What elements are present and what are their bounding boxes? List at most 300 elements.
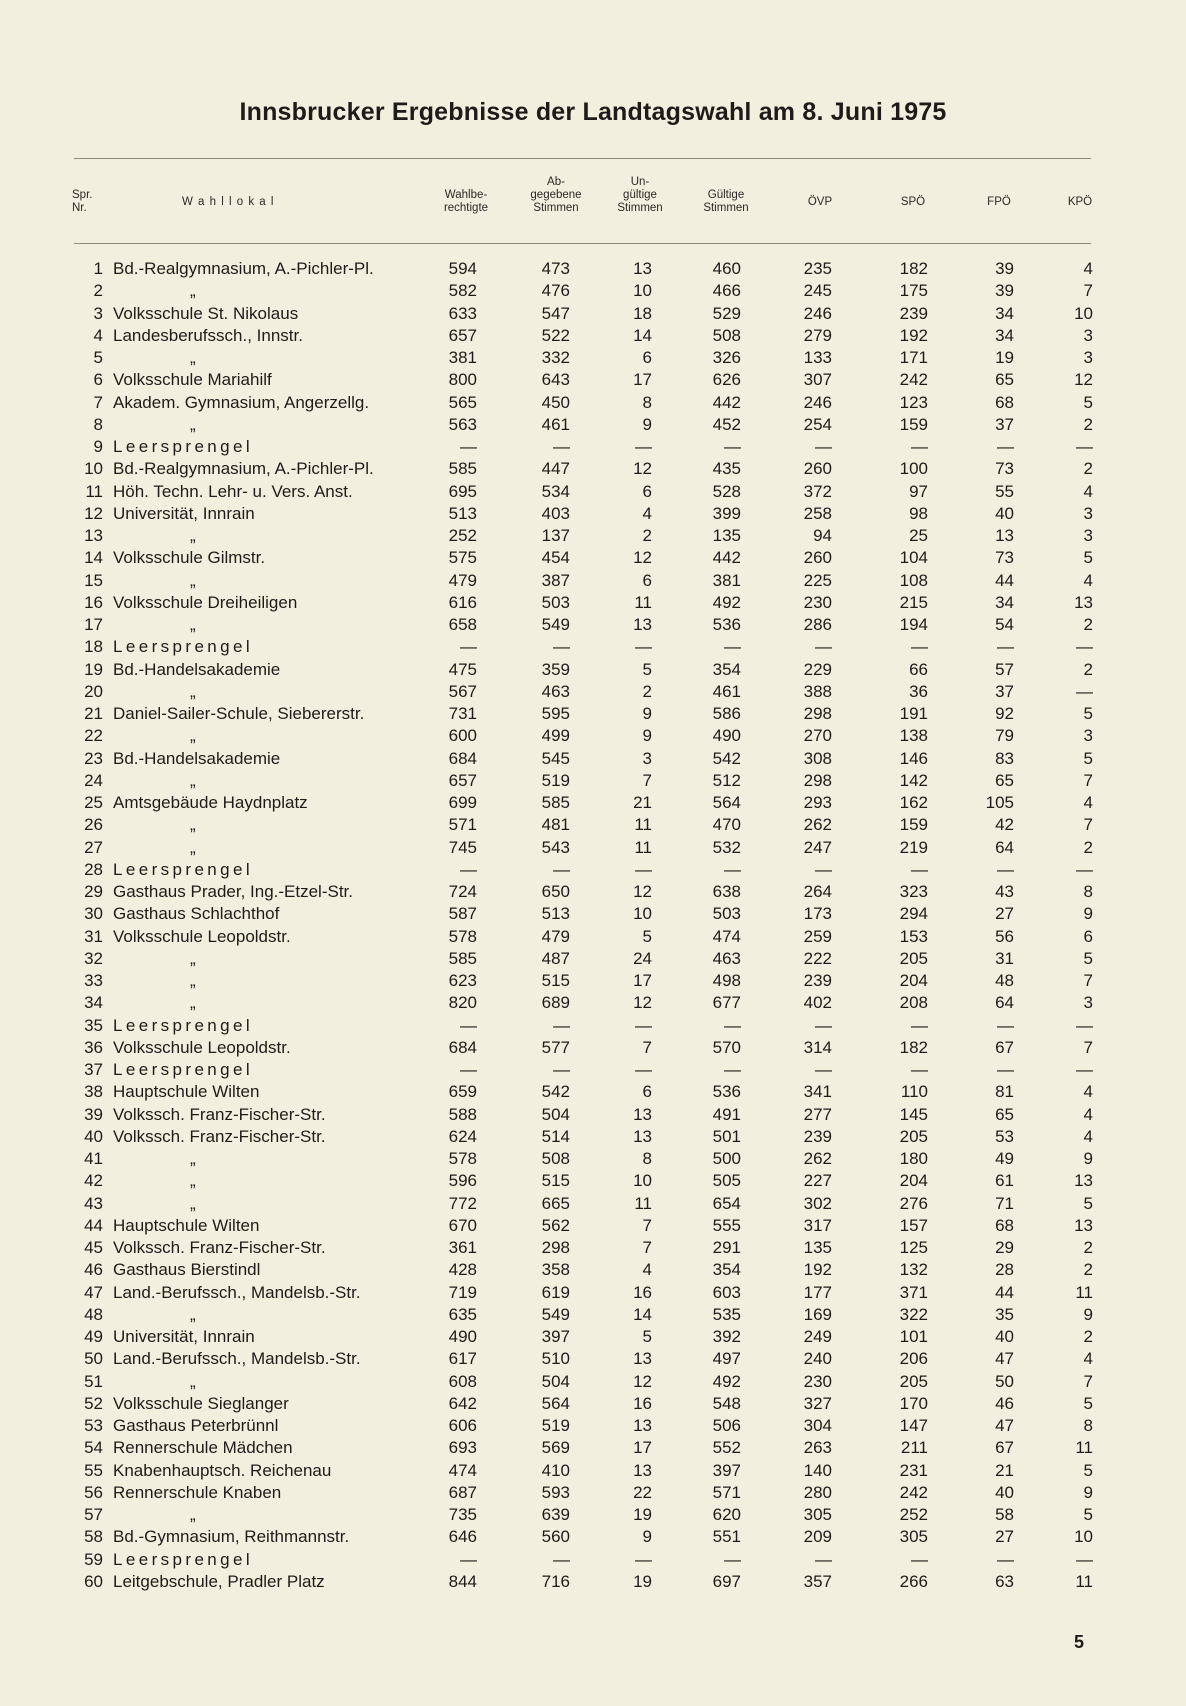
table-row xyxy=(0,369,1186,391)
cell-abgegebene-stimmen: — xyxy=(553,1015,570,1035)
cell-oevp: 222 xyxy=(803,948,832,968)
cell-abgegebene-stimmen: 560 xyxy=(541,1527,570,1547)
table-row xyxy=(0,1193,1186,1215)
cell-gueltige-stimmen: — xyxy=(724,859,741,879)
table-row xyxy=(0,1081,1186,1103)
cell-spoe: 101 xyxy=(899,1327,928,1346)
cell-fpoe: 27 xyxy=(995,1527,1014,1547)
table-row xyxy=(0,1526,1186,1548)
cell-fpoe: 105 xyxy=(985,793,1014,812)
cell-wahllokal: Rennerschule Mädchen xyxy=(113,1438,293,1458)
cell-wahlberechtigte: 635 xyxy=(448,1304,477,1324)
cell-gueltige-stimmen: 536 xyxy=(712,615,741,634)
cell-spr-nr: 18 xyxy=(84,637,103,657)
cell-oevp: 240 xyxy=(803,1349,832,1369)
cell-ungueltige-stimmen: 11 xyxy=(634,837,652,857)
cell-oevp: 94 xyxy=(813,526,832,545)
cell-spoe: 305 xyxy=(899,1527,928,1547)
cell-fpoe: 40 xyxy=(995,1482,1014,1502)
cell-kpoe: — xyxy=(1076,1549,1093,1569)
cell-wahllokal: Bd.-Handelsakademie xyxy=(113,748,281,768)
cell-wahlberechtigte: 578 xyxy=(448,926,477,946)
cell-wahlberechtigte: — xyxy=(460,437,477,456)
cell-spr-nr: 50 xyxy=(84,1349,103,1369)
cell-gueltige-stimmen: 532 xyxy=(712,837,741,857)
cell-abgegebene-stimmen: 397 xyxy=(541,1327,570,1346)
cell-oevp: 135 xyxy=(803,1238,832,1257)
cell-spr-nr: 17 xyxy=(84,615,103,634)
cell-oevp: 341 xyxy=(803,1082,832,1102)
cell-spoe: 147 xyxy=(899,1416,928,1435)
cell-wahlberechtigte: 252 xyxy=(448,526,477,545)
cell-ungueltige-stimmen: 4 xyxy=(642,503,652,523)
cell-spr-nr: 21 xyxy=(84,704,103,723)
cell-oevp: 402 xyxy=(803,993,832,1013)
cell-kpoe: 2 xyxy=(1083,1238,1093,1257)
cell-wahllokal: „ xyxy=(190,526,196,545)
cell-abgegebene-stimmen: 593 xyxy=(541,1482,570,1502)
cell-ungueltige-stimmen: 7 xyxy=(642,1037,652,1057)
cell-spr-nr: 31 xyxy=(84,926,103,946)
cell-abgegebene-stimmen: 547 xyxy=(541,303,570,323)
cell-fpoe: 39 xyxy=(995,281,1014,301)
cell-wahllokal: „ xyxy=(190,348,196,367)
cell-kpoe: 2 xyxy=(1083,837,1093,857)
cell-spr-nr: 7 xyxy=(93,392,103,412)
cell-abgegebene-stimmen: 504 xyxy=(541,1104,570,1124)
cell-ungueltige-stimmen: 3 xyxy=(642,748,652,768)
table-row xyxy=(0,792,1186,814)
cell-abgegebene-stimmen: 403 xyxy=(541,503,570,523)
cell-gueltige-stimmen: 497 xyxy=(712,1349,741,1369)
cell-spr-nr: 25 xyxy=(84,793,103,812)
cell-fpoe: 64 xyxy=(995,993,1014,1013)
cell-gueltige-stimmen: 135 xyxy=(712,526,741,545)
cell-kpoe: 11 xyxy=(1075,1438,1093,1458)
cell-fpoe: 67 xyxy=(995,1438,1014,1458)
cell-kpoe: 4 xyxy=(1083,481,1093,501)
table-row xyxy=(0,1415,1186,1437)
table-row xyxy=(0,392,1186,414)
cell-wahlberechtigte: 695 xyxy=(448,481,477,501)
cell-gueltige-stimmen: 512 xyxy=(712,770,741,790)
cell-kpoe: 4 xyxy=(1083,793,1093,812)
cell-kpoe: 5 xyxy=(1083,704,1093,723)
header-ungueltige xyxy=(605,176,675,215)
cell-oevp: 302 xyxy=(803,1193,832,1213)
cell-spoe: 182 xyxy=(899,1037,928,1057)
cell-abgegebene-stimmen: 481 xyxy=(541,815,570,835)
cell-wahlberechtigte: 616 xyxy=(448,592,477,612)
table-row xyxy=(0,503,1186,525)
cell-kpoe: 5 xyxy=(1083,1393,1093,1413)
cell-ungueltige-stimmen: 10 xyxy=(633,1171,652,1191)
cell-kpoe: — xyxy=(1076,437,1093,456)
cell-spoe: 159 xyxy=(899,815,928,835)
cell-ungueltige-stimmen: 17 xyxy=(633,1438,652,1458)
cell-spoe: 276 xyxy=(899,1193,928,1213)
cell-wahlberechtigte: 731 xyxy=(448,704,477,723)
cell-fpoe: 21 xyxy=(995,1460,1014,1480)
cell-spoe: 110 xyxy=(900,1082,928,1102)
cell-wahlberechtigte: 582 xyxy=(448,281,477,301)
cell-ungueltige-stimmen: 7 xyxy=(642,1215,652,1235)
cell-spr-nr: 39 xyxy=(84,1104,103,1124)
cell-spr-nr: 44 xyxy=(84,1215,103,1235)
cell-oevp: — xyxy=(815,859,832,879)
cell-gueltige-stimmen: 536 xyxy=(712,1082,741,1102)
header-spoe: SPÖ xyxy=(900,196,926,208)
cell-spoe: 100 xyxy=(899,459,928,479)
cell-ungueltige-stimmen: 13 xyxy=(633,1349,652,1369)
cell-gueltige-stimmen: 697 xyxy=(712,1571,741,1591)
cell-wahllokal: Volksschule Leopoldstr. xyxy=(113,1037,291,1057)
cell-spoe: 371 xyxy=(899,1282,928,1302)
cell-spoe: 25 xyxy=(909,526,928,545)
cell-ungueltige-stimmen: 17 xyxy=(633,971,652,990)
cell-fpoe: 34 xyxy=(995,592,1014,612)
cell-fpoe: 47 xyxy=(995,1349,1014,1369)
cell-gueltige-stimmen: 498 xyxy=(712,971,741,990)
cell-wahlberechtigte: 567 xyxy=(448,681,477,701)
cell-abgegebene-stimmen: 549 xyxy=(541,615,570,634)
cell-kpoe: 10 xyxy=(1074,1527,1093,1547)
cell-wahllokal: Knabenhauptsch. Reichenau xyxy=(113,1460,332,1480)
cell-ungueltige-stimmen: — xyxy=(635,859,652,879)
cell-wahlberechtigte: 772 xyxy=(448,1193,477,1213)
cell-oevp: — xyxy=(815,637,832,657)
cell-abgegebene-stimmen: — xyxy=(553,859,570,879)
header-bottom-rule xyxy=(74,243,1091,244)
cell-abgegebene-stimmen: 479 xyxy=(541,926,570,946)
cell-kpoe: 5 xyxy=(1083,1460,1093,1480)
cell-fpoe: 68 xyxy=(995,1215,1014,1235)
cell-ungueltige-stimmen: 6 xyxy=(642,1082,652,1102)
cell-wahlberechtigte: 617 xyxy=(448,1349,477,1369)
cell-ungueltige-stimmen: 7 xyxy=(642,1238,652,1257)
cell-wahllokal: Volksschule Gilmstr. xyxy=(113,548,266,568)
cell-kpoe: 2 xyxy=(1083,414,1093,434)
cell-oevp: 277 xyxy=(803,1104,832,1124)
cell-spoe: 182 xyxy=(899,259,928,278)
table-row xyxy=(0,814,1186,836)
cell-fpoe: 81 xyxy=(995,1082,1014,1102)
cell-spr-nr: 59 xyxy=(84,1549,103,1569)
cell-fpoe: — xyxy=(997,637,1014,657)
cell-wahlberechtigte: 585 xyxy=(448,459,477,479)
cell-fpoe: 53 xyxy=(995,1126,1014,1146)
cell-kpoe: 4 xyxy=(1083,1104,1093,1124)
cell-wahlberechtigte: 735 xyxy=(448,1505,477,1524)
cell-oevp: 246 xyxy=(803,392,832,412)
cell-spr-nr: 28 xyxy=(84,859,103,879)
cell-gueltige-stimmen: 470 xyxy=(712,815,741,835)
cell-wahlberechtigte: 623 xyxy=(448,971,477,990)
cell-spoe: 242 xyxy=(899,1482,928,1502)
cell-oevp: 229 xyxy=(803,659,832,679)
cell-wahllokal: „ xyxy=(190,1193,196,1213)
cell-wahllokal: Universität, Innrain xyxy=(113,1327,255,1346)
cell-wahllokal: „ xyxy=(190,770,196,790)
cell-wahlberechtigte: 687 xyxy=(448,1482,477,1502)
cell-wahlberechtigte: 633 xyxy=(448,303,477,323)
cell-gueltige-stimmen: 654 xyxy=(712,1193,741,1213)
cell-spoe: 266 xyxy=(899,1571,928,1591)
cell-spr-nr: 6 xyxy=(93,370,103,390)
cell-gueltige-stimmen: — xyxy=(724,437,741,456)
table-row xyxy=(0,614,1186,636)
cell-spr-nr: 58 xyxy=(84,1527,103,1547)
cell-kpoe: 5 xyxy=(1083,948,1093,968)
cell-ungueltige-stimmen: 9 xyxy=(642,704,652,723)
cell-fpoe: — xyxy=(997,859,1014,879)
cell-ungueltige-stimmen: 4 xyxy=(642,1260,652,1280)
cell-kpoe: 5 xyxy=(1083,1193,1093,1213)
cell-spoe: 125 xyxy=(899,1238,928,1257)
cell-spoe: 204 xyxy=(899,1171,928,1191)
cell-wahllokal: Gasthaus Prader, Ing.-Etzel-Str. xyxy=(113,882,354,901)
cell-oevp: 293 xyxy=(803,793,832,812)
cell-ungueltige-stimmen: 13 xyxy=(633,615,652,634)
header-line: Wahlbe- xyxy=(444,189,488,201)
cell-wahllokal: Akadem. Gymnasium, Angerzellg. xyxy=(113,392,370,412)
cell-spr-nr: 32 xyxy=(84,948,103,968)
cell-wahlberechtigte: 820 xyxy=(448,993,477,1013)
cell-gueltige-stimmen: 620 xyxy=(712,1505,741,1524)
cell-fpoe: 71 xyxy=(995,1193,1014,1213)
cell-wahllokal: Bd.-Realgymnasium, A.-Pichler-Pl. xyxy=(113,259,374,278)
table-row xyxy=(0,681,1186,703)
cell-ungueltige-stimmen: 2 xyxy=(642,681,652,701)
cell-oevp: 327 xyxy=(803,1393,832,1413)
cell-spr-nr: 19 xyxy=(84,659,103,679)
cell-wahlberechtigte: 844 xyxy=(448,1571,477,1591)
cell-kpoe: 13 xyxy=(1074,1215,1093,1235)
table-row xyxy=(0,280,1186,302)
cell-fpoe: 40 xyxy=(995,1327,1014,1346)
cell-wahlberechtigte: 657 xyxy=(448,770,477,790)
cell-wahllokal: Leersprengel xyxy=(113,1060,254,1079)
cell-wahllokal: Hauptschule Wilten xyxy=(113,1082,260,1102)
cell-fpoe: — xyxy=(997,437,1014,456)
cell-wahllokal: „ xyxy=(190,615,196,634)
cell-spoe: 192 xyxy=(899,325,928,345)
table-row xyxy=(0,948,1186,970)
cell-spr-nr: 15 xyxy=(84,570,103,590)
cell-oevp: 169 xyxy=(803,1304,832,1324)
table-row xyxy=(0,1504,1186,1526)
cell-spoe: 208 xyxy=(899,993,928,1013)
cell-ungueltige-stimmen: 18 xyxy=(633,303,652,323)
cell-abgegebene-stimmen: 562 xyxy=(541,1215,570,1235)
table-row xyxy=(0,592,1186,614)
cell-oevp: 262 xyxy=(803,815,832,835)
cell-spoe: 205 xyxy=(899,1371,928,1391)
cell-spr-nr: 4 xyxy=(93,325,103,345)
cell-wahllokal: Hauptschule Wilten xyxy=(113,1215,260,1235)
cell-spr-nr: 29 xyxy=(84,882,103,901)
cell-ungueltige-stimmen: 21 xyxy=(633,793,652,812)
cell-spoe: 322 xyxy=(899,1304,928,1324)
cell-kpoe: 4 xyxy=(1083,1126,1093,1146)
cell-spoe: 108 xyxy=(899,570,928,590)
cell-fpoe: 58 xyxy=(995,1505,1014,1524)
table-row xyxy=(0,1215,1186,1237)
cell-spr-nr: 12 xyxy=(84,503,103,523)
cell-spoe: 153 xyxy=(899,926,928,946)
cell-wahllokal: Land.-Berufssch., Mandelsb.-Str. xyxy=(113,1282,361,1302)
cell-fpoe: — xyxy=(997,1015,1014,1035)
cell-spoe: 205 xyxy=(899,1126,928,1146)
cell-abgegebene-stimmen: — xyxy=(553,637,570,657)
cell-oevp: — xyxy=(815,1060,832,1079)
cell-oevp: 239 xyxy=(803,1126,832,1146)
cell-wahllokal: „ xyxy=(190,1149,196,1168)
cell-wahlberechtigte: 606 xyxy=(448,1416,477,1435)
cell-abgegebene-stimmen: 514 xyxy=(541,1126,570,1146)
cell-gueltige-stimmen: 505 xyxy=(712,1171,741,1191)
cell-abgegebene-stimmen: 510 xyxy=(541,1349,570,1369)
table-row xyxy=(0,1259,1186,1281)
cell-spoe: 157 xyxy=(899,1215,928,1235)
table-row xyxy=(0,1015,1186,1037)
cell-wahllokal: Volksschule Mariahilf xyxy=(113,370,272,390)
cell-wahlberechtigte: 646 xyxy=(448,1527,477,1547)
table-row xyxy=(0,748,1186,770)
cell-wahlberechtigte: — xyxy=(460,1549,477,1569)
cell-fpoe: 67 xyxy=(995,1037,1014,1057)
cell-fpoe: 44 xyxy=(995,1282,1014,1302)
cell-gueltige-stimmen: 551 xyxy=(712,1527,741,1547)
cell-wahlberechtigte: 594 xyxy=(448,259,477,278)
cell-abgegebene-stimmen: 515 xyxy=(541,971,570,990)
cell-ungueltige-stimmen: 2 xyxy=(642,526,652,545)
cell-oevp: 317 xyxy=(803,1215,832,1235)
cell-spoe: 170 xyxy=(899,1393,928,1413)
cell-abgegebene-stimmen: 543 xyxy=(541,837,570,857)
cell-gueltige-stimmen: 542 xyxy=(712,748,741,768)
header-line: Un- xyxy=(630,176,650,188)
cell-wahllokal: „ xyxy=(190,570,196,590)
cell-spr-nr: 41 xyxy=(84,1149,103,1168)
cell-kpoe: 2 xyxy=(1083,659,1093,679)
cell-kpoe: 2 xyxy=(1083,459,1093,479)
cell-wahlberechtigte: 381 xyxy=(448,348,477,367)
cell-gueltige-stimmen: 586 xyxy=(712,704,741,723)
table-row xyxy=(0,414,1186,436)
cell-ungueltige-stimmen: — xyxy=(635,637,652,657)
table-row xyxy=(0,525,1186,547)
cell-spoe: 97 xyxy=(909,481,928,501)
cell-kpoe: 11 xyxy=(1075,1282,1093,1302)
cell-oevp: 260 xyxy=(803,459,832,479)
cell-oevp: 388 xyxy=(803,681,832,701)
header-fpoe: FPÖ xyxy=(987,196,1011,208)
table-row xyxy=(0,1460,1186,1482)
cell-oevp: 140 xyxy=(803,1460,832,1480)
cell-kpoe: 10 xyxy=(1074,303,1093,323)
cell-spoe: 146 xyxy=(899,748,928,768)
cell-spr-nr: 30 xyxy=(84,904,103,924)
cell-spr-nr: 16 xyxy=(84,592,103,612)
cell-gueltige-stimmen: 552 xyxy=(712,1438,741,1458)
cell-spoe: — xyxy=(911,1015,928,1035)
cell-fpoe: 83 xyxy=(995,748,1014,768)
cell-oevp: 259 xyxy=(803,926,832,946)
cell-fpoe: 27 xyxy=(995,904,1014,924)
header-line: Nr. xyxy=(72,202,87,214)
cell-wahlberechtigte: 361 xyxy=(448,1238,477,1257)
cell-wahllokal: „ xyxy=(190,726,196,746)
cell-gueltige-stimmen: 548 xyxy=(712,1393,741,1413)
cell-ungueltige-stimmen: 13 xyxy=(633,1416,652,1435)
cell-gueltige-stimmen: 291 xyxy=(712,1238,741,1257)
cell-ungueltige-stimmen: 22 xyxy=(633,1482,652,1502)
cell-ungueltige-stimmen: 16 xyxy=(633,1393,652,1413)
cell-spr-nr: 56 xyxy=(84,1482,103,1502)
header-line: Stimmen xyxy=(617,202,663,214)
cell-spr-nr: 60 xyxy=(84,1571,103,1591)
cell-abgegebene-stimmen: 639 xyxy=(541,1505,570,1524)
cell-abgegebene-stimmen: 665 xyxy=(541,1193,570,1213)
cell-spoe: 294 xyxy=(899,904,928,924)
cell-gueltige-stimmen: 528 xyxy=(712,481,741,501)
cell-gueltige-stimmen: 492 xyxy=(712,1371,741,1391)
header-line: rechtigte xyxy=(443,202,489,214)
cell-abgegebene-stimmen: 450 xyxy=(541,392,570,412)
cell-fpoe: 43 xyxy=(995,882,1014,901)
cell-wahllokal: Land.-Berufssch., Mandelsb.-Str. xyxy=(113,1349,361,1369)
cell-abgegebene-stimmen: 619 xyxy=(541,1282,570,1302)
cell-ungueltige-stimmen: 9 xyxy=(642,726,652,746)
cell-spr-nr: 36 xyxy=(84,1037,103,1057)
cell-wahllokal: Bd.-Handelsakademie xyxy=(113,659,281,679)
cell-kpoe: 7 xyxy=(1083,1037,1093,1057)
cell-wahllokal: „ xyxy=(190,1371,196,1391)
cell-oevp: 307 xyxy=(803,370,832,390)
cell-kpoe: 3 xyxy=(1083,726,1093,746)
cell-abgegebene-stimmen: 358 xyxy=(541,1260,570,1280)
cell-abgegebene-stimmen: — xyxy=(553,1060,570,1079)
cell-abgegebene-stimmen: 387 xyxy=(541,570,570,590)
table-row xyxy=(0,970,1186,992)
cell-ungueltige-stimmen: 12 xyxy=(633,882,652,901)
cell-abgegebene-stimmen: 577 xyxy=(541,1037,570,1057)
table-row xyxy=(0,903,1186,925)
cell-wahlberechtigte: 578 xyxy=(448,1149,477,1168)
cell-spr-nr: 43 xyxy=(84,1193,103,1213)
cell-wahlberechtigte: 658 xyxy=(448,615,477,634)
table-row xyxy=(0,258,1186,280)
header-line: Stimmen xyxy=(703,202,749,214)
cell-wahllokal: Landesberufssch., Innstr. xyxy=(113,325,303,345)
cell-spr-nr: 14 xyxy=(84,548,103,568)
cell-fpoe: 65 xyxy=(995,370,1014,390)
cell-fpoe: 13 xyxy=(995,526,1014,545)
cell-wahllokal: „ xyxy=(190,815,196,835)
cell-ungueltige-stimmen: 14 xyxy=(633,1304,652,1324)
cell-spoe: 205 xyxy=(899,948,928,968)
cell-wahllokal: Volkssch. Franz-Fischer-Str. xyxy=(113,1126,326,1146)
cell-wahlberechtigte: 657 xyxy=(448,325,477,345)
cell-ungueltige-stimmen: 8 xyxy=(642,392,652,412)
cell-spoe: — xyxy=(911,1549,928,1569)
cell-spoe: — xyxy=(911,437,928,456)
cell-abgegebene-stimmen: 585 xyxy=(541,793,570,812)
cell-oevp: 225 xyxy=(803,570,832,590)
page-number: 5 xyxy=(1074,1632,1085,1652)
table-row xyxy=(0,1326,1186,1348)
